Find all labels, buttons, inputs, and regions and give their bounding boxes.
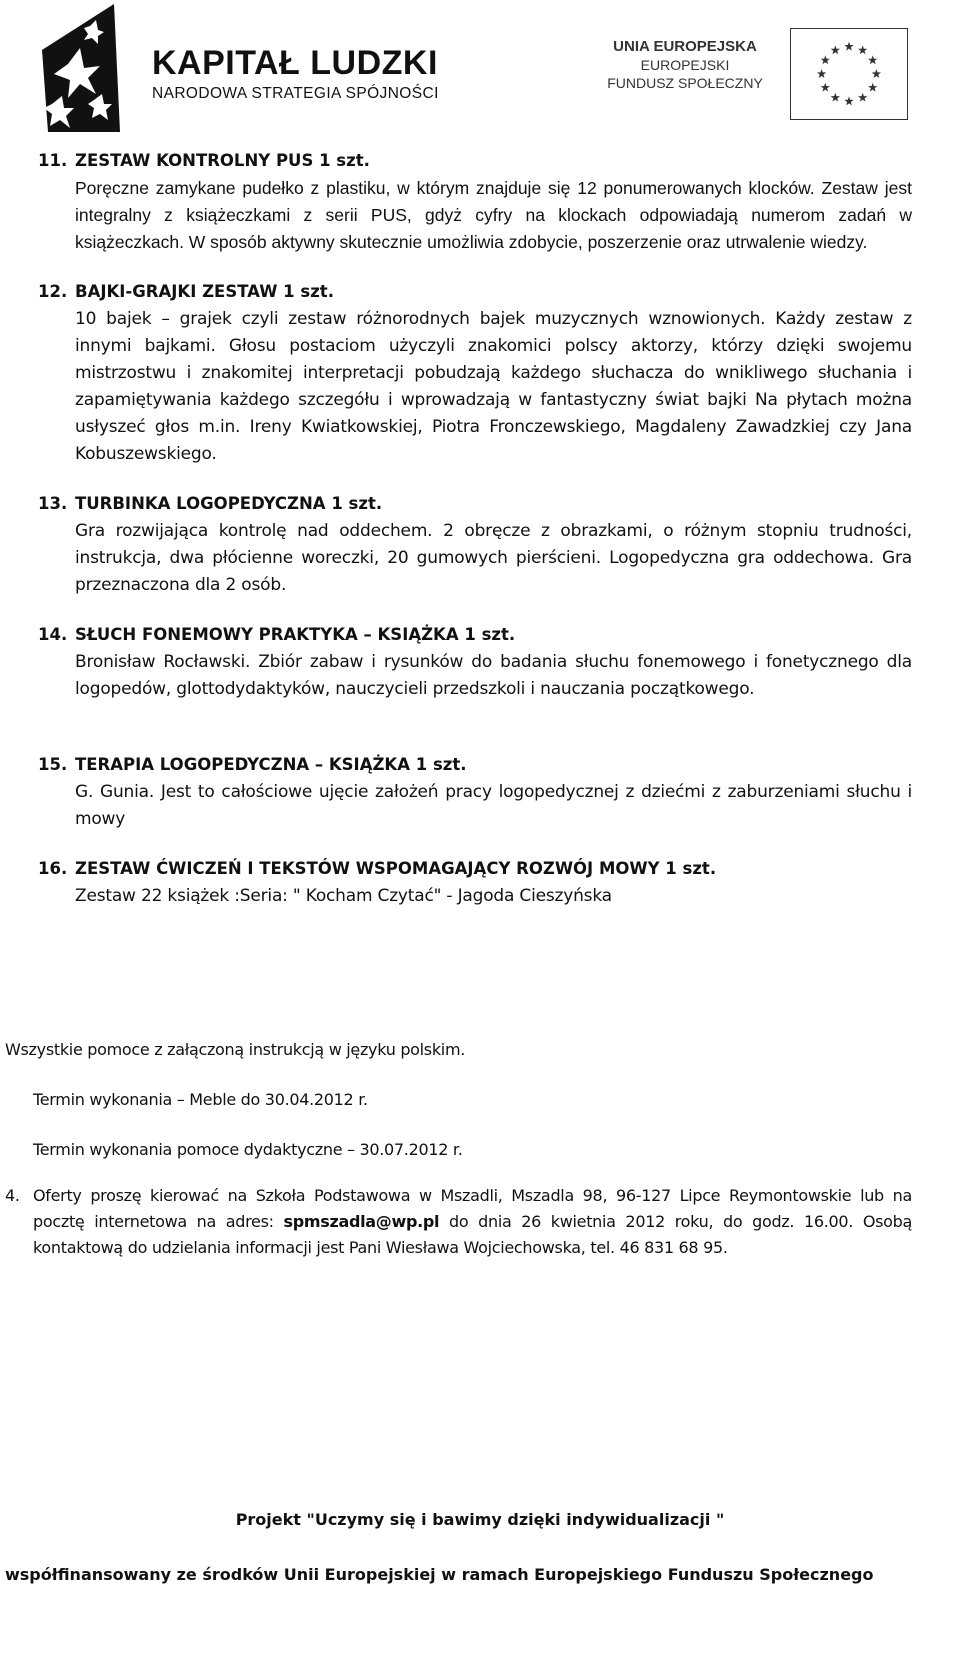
page-footer [0,1510,960,1584]
eu-star-icon [868,83,877,92]
eu-star-icon [831,93,840,102]
section-number: 12. [38,282,68,301]
section-title-text: ZESTAW KONTROLNY PUS 1 szt. [75,151,370,170]
section-14 [38,621,912,703]
section-number: 15. [38,755,68,774]
eu-line-3: FUNDUSZ SPOŁECZNY [607,75,763,91]
eu-line-1: UNIA EUROPEJSKA [613,38,757,55]
section-11 [38,147,912,256]
section-title [38,490,912,518]
section-text: Gra rozwijająca kontrolę nad oddechem. 2 obręcze z obrazkami, o różnym stopniu trudności, instrukcja, dwa płócienne woreczki, 20 gumowych pierścieni. Logopedyczna gra oddechowa. Gra przeznaczona dla 2 osób. [75,521,912,595]
eu-star-icon [817,69,826,78]
section-title-text: BAJKI-GRAJKI ZESTAW 1 szt. [75,282,334,301]
section-number: 14. [38,625,68,644]
section-title-text: TURBINKA LOGOPEDYCZNA 1 szt. [75,494,383,513]
eu-star-icon [844,42,853,51]
kapital-ludzki-logo-icon [38,4,138,132]
eu-flag-icon [790,28,908,120]
eu-logo-text [595,38,775,92]
section-title-text: SŁUCH FONEMOWY PRAKTYKA – KSIĄŻKA 1 szt. [75,625,516,644]
eu-star-icon [872,69,881,78]
offers-paragraph [5,1183,912,1261]
eu-star-icon [844,97,853,106]
offers-text-1: Oferty proszę kierować na Szkoła Podstawowa w Mszadli, Mszadla 98, 96-127 Lipce Reymontowskie lub na pocztę internetowa na adres: [33,1186,912,1231]
deadline-aids: Termin wykonania pomoce dydaktyczne – 30.07.2012 r. [33,1140,463,1159]
section-text: Zestaw 22 książek :Seria: " Kocham Czytać" - Jagoda Cieszyńska [75,886,612,906]
logo-title: KAPITAŁ LUDZKI [152,44,438,82]
offers-number: 4. [5,1186,20,1205]
section-number: 11. [38,151,68,170]
all-aids-note: Wszystkie pomoce z załączoną instrukcją w języku polskim. [5,1040,466,1059]
section-13 [38,490,912,599]
section-number: 16. [38,859,68,878]
section-text: G. Gunia. Jest to całościowe ujęcie założeń pracy logopedycznej z dziećmi z zaburzeniami słuchu i mowy [75,782,912,829]
eu-star-icon [858,93,867,102]
eu-star-icon [858,45,867,54]
eu-star-icon [868,55,877,64]
section-text: Bronisław Rocławski. Zbiór zabaw i rysunków do badania słuchu fonemowego i fonetycznego dla logopedów, glottodydaktyków, nauczycieli przedszkoli i nauczania początkowego. [75,652,912,699]
footer-project: Projekt "Uczymy się i bawimy dzięki indywidualizacji " [235,1510,725,1529]
page-header [0,0,960,145]
section-16 [38,855,912,910]
eu-star-icon [821,83,830,92]
footer-cofinanced: współfinansowany ze środków Unii Europejskiej w ramach Europejskiego Funduszu Społecznego [5,1565,874,1584]
eu-star-icon [821,55,830,64]
kapital-ludzki-text [152,45,439,103]
section-number: 13. [38,494,68,513]
section-15 [38,751,912,833]
section-title [38,621,912,649]
section-12 [38,278,912,468]
section-text: Poręczne zamykane pudełko z plastiku, w którym znajduje się 12 ponumerowanych klocków. Zestaw jest integralny z książeczkami z serii PUS, gdyż cyfry na klockach odpowiadają numerom zadań w książeczkach. W sposób aktywny skutecznie umożliwia zdobycie, poszerzenie oraz utrwalenie wiedzy. [75,178,912,252]
section-title [38,278,912,306]
eu-star-icon [831,45,840,54]
items-list [38,147,912,910]
logo-subtitle: NARODOWA STRATEGIA SPÓJNOŚCI [152,85,439,102]
section-title-text: ZESTAW ĆWICZEŃ I TEKSTÓW WSPOMAGAJĄCY ROZWÓJ MOWY 1 szt. [75,859,717,878]
offers-text-2: do dnia 26 kwietnia 2012 roku, do godz. 16.00. Osobą kontaktową do udzielania informacji jest Pani Wiesława Wojciechowska, tel. 46 831 68 95. [33,1212,913,1257]
deadline-furniture: Termin wykonania – Meble do 30.04.2012 r. [33,1090,368,1109]
eu-line-2: EUROPEJSKI [640,57,730,73]
notes-block [5,1037,912,1261]
section-title [38,855,912,883]
section-title-text: TERAPIA LOGOPEDYCZNA – KSIĄŻKA 1 szt. [75,755,467,774]
offers-text [33,1183,912,1261]
section-text: 10 bajek – grajek czyli zestaw różnorodnych bajek muzycznych wznowionych. Każdy zestaw z innymi bajkami. Głosu postaciom użyczyli znakomici polscy aktorzy, którzy dzięki swojemu mistrzostwu i znakomitej interpretacji pobudzają każdego słuchacza do wnikliwego słuchania i zapamiętywania każdego szczegółu i wprowadzają w fantastyczny świat bajki Na płytach można usłyszeć głos m.in. Ireny Kwiatkowskiej, Piotra Fronczewskiego, Magdaleny Zawadzkiej czy Jana Kobuszewskiego. [75,309,912,464]
section-title [38,751,912,779]
offers-email-link[interactable]: spmszadla@wp.pl [283,1212,440,1231]
section-title [38,147,912,175]
